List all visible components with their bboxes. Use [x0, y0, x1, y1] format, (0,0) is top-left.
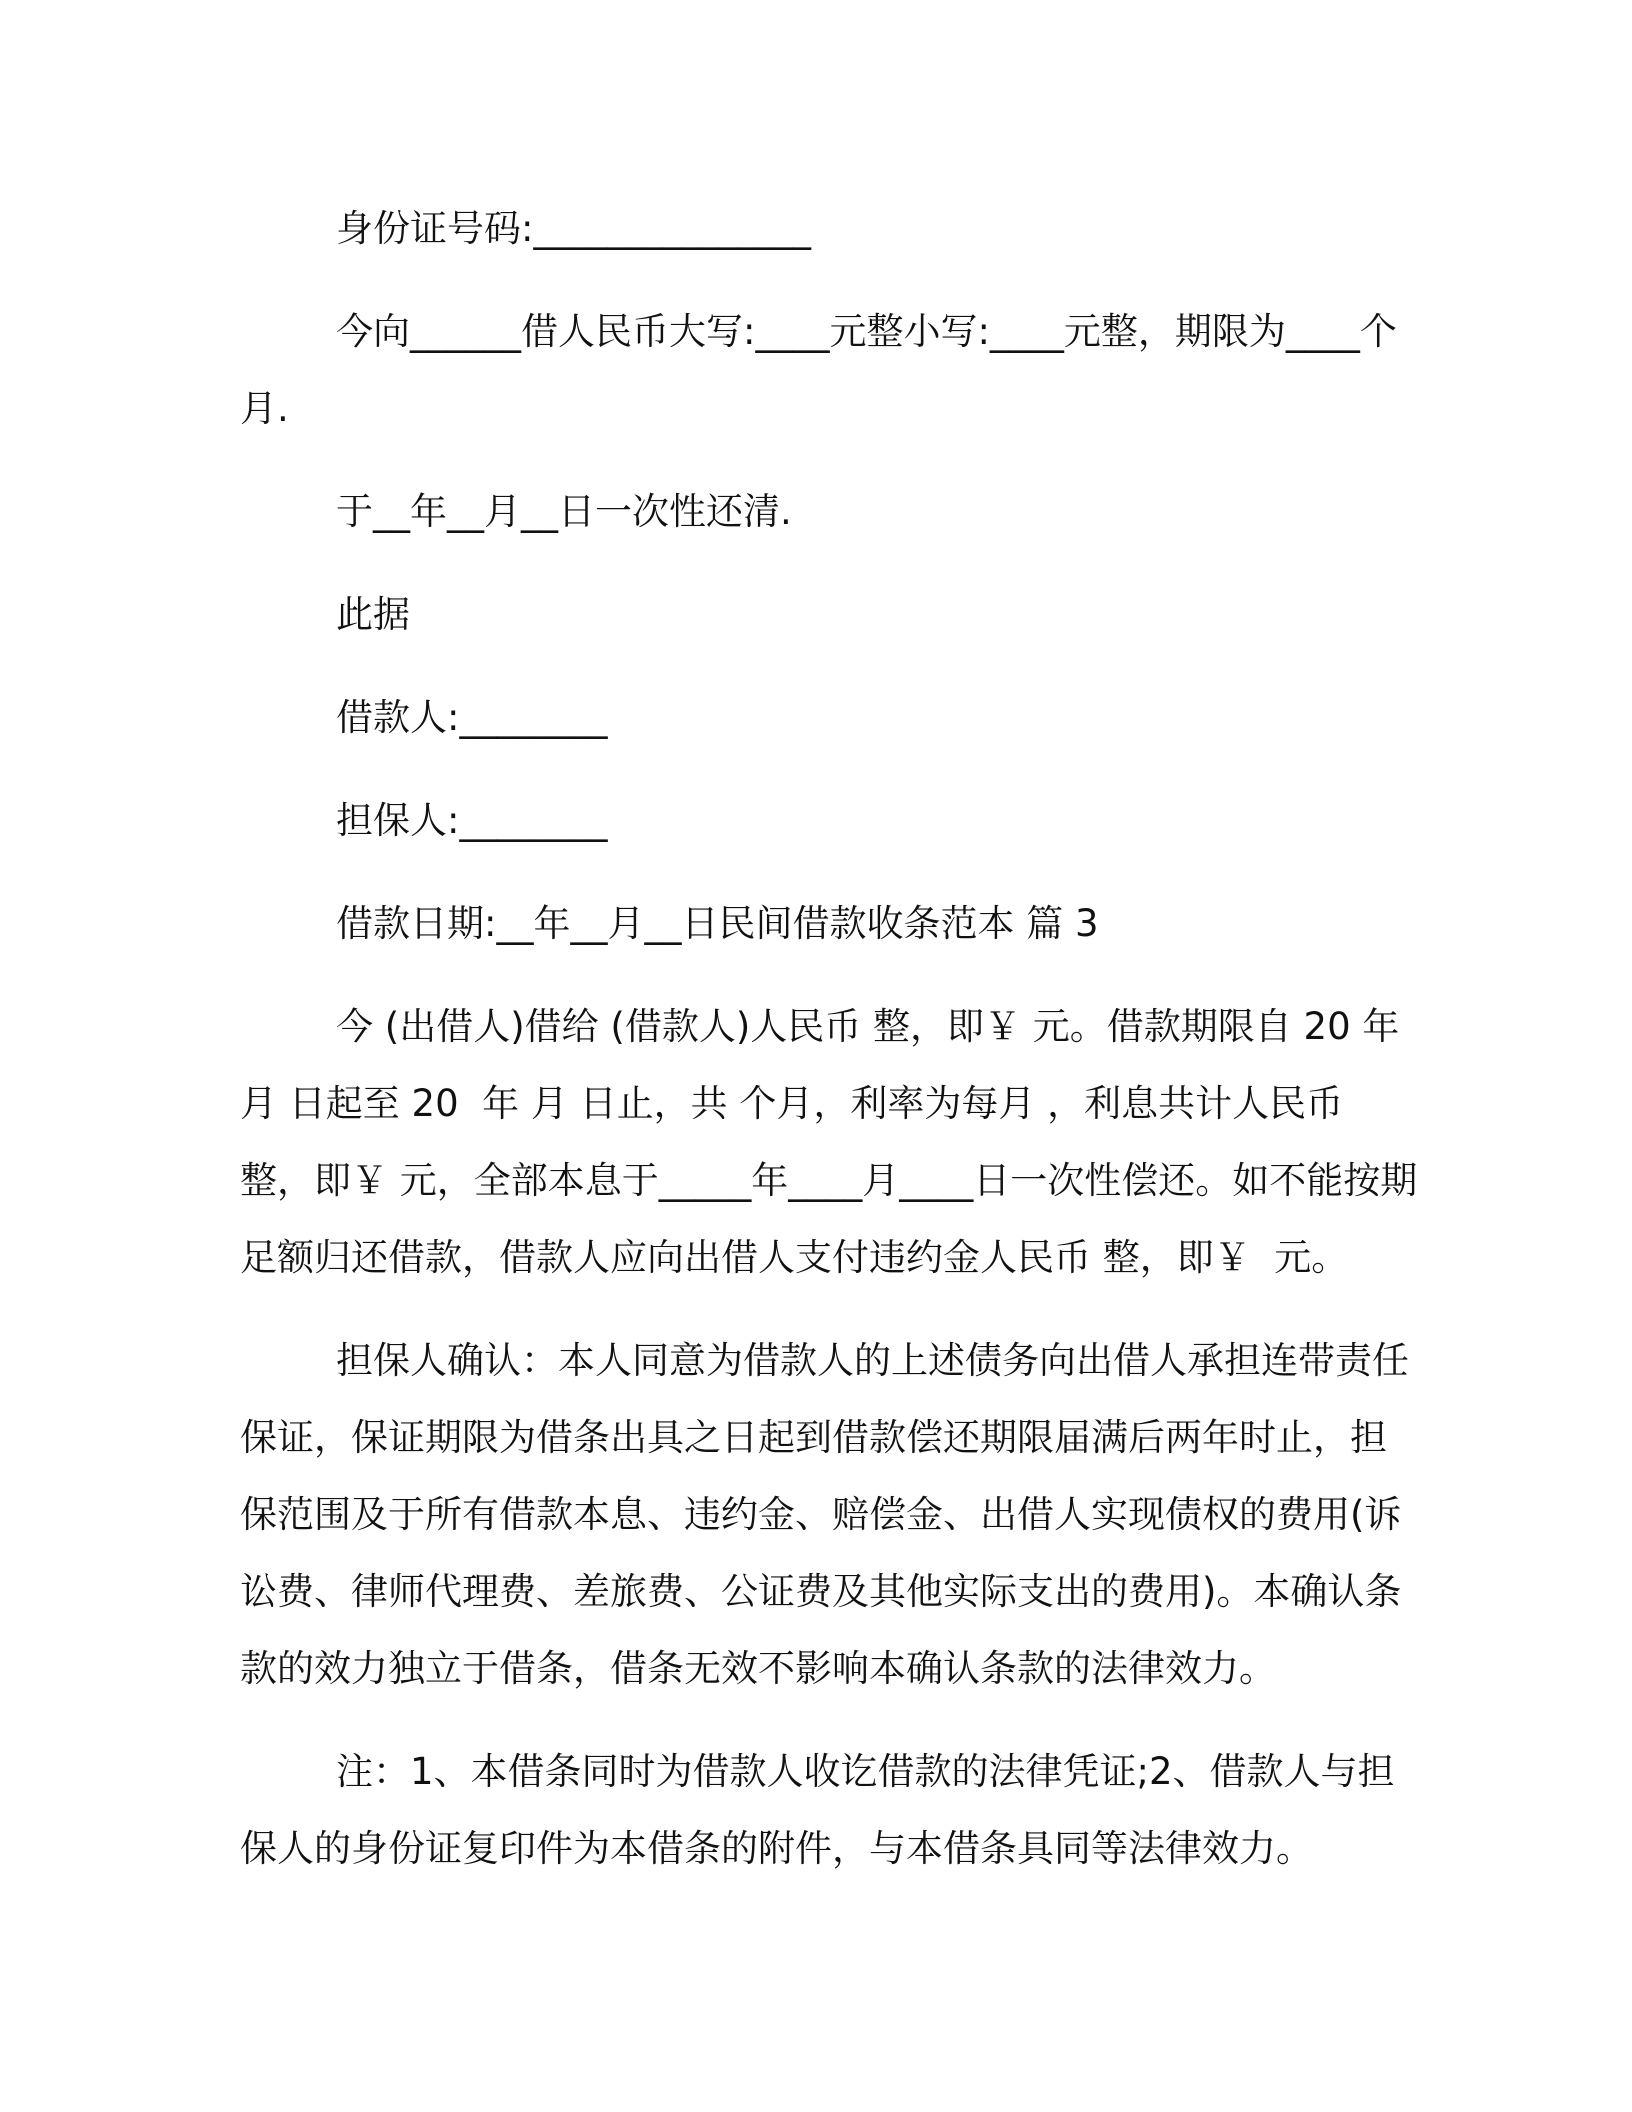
guarantor-signature-line: 担保人:________ — [336, 799, 608, 842]
borrower-signature-line: 借款人:________ — [336, 696, 608, 739]
loan-terms-paragraph: 今 (出借人)借给 (借款人)人民币 整，即￥ 元。借款期限自 20 年 月 日起至 20 年 月 日止，共 个月，利率为每月 ，利息共计人民币 整，即￥ 元，全部本息于_____年____月____日一次性偿还。如不能按期足额归还借款，借款人应向出借人支付违约金人民币 整，即￥ 元。 — [240, 1005, 1418, 1279]
guarantor-confirmation-paragraph: 担保人确认：本人同意为借款人的上述债务向出借人承担连带责任保证，保证期限为借条出具之日起到借款偿还期限届满后两年时止，担保范围及于所有借款本息、违约金、赔偿金、出借人实现债权的费用(诉讼费、律师代理费、差旅费、公证费及其他实际支出的费用)。本确认条款的效力独立于借条，借条无效不影响本确认条款的法律效力。 — [240, 1339, 1409, 1690]
notes-paragraph: 注：1、本借条同时为借款人收讫借款的法律凭证;2、借款人与担保人的身份证复印件为本借条的附件，与本借条具同等法律效力。 — [240, 1750, 1395, 1870]
loan-date-and-section-title: 借款日期:__年__月__日民间借款收条范本 篇 3 — [336, 902, 1099, 945]
hereby-line: 此据 — [336, 593, 410, 636]
id-number-line: 身份证号码:_______________ — [336, 207, 811, 250]
repayment-date-line: 于__年__月__日一次性还清. — [336, 490, 792, 533]
loan-amount-paragraph: 今向______借人民币大写:____元整小写:____元整，期限为____个月. — [240, 310, 1397, 430]
document-body — [240, 190, 1420, 1887]
